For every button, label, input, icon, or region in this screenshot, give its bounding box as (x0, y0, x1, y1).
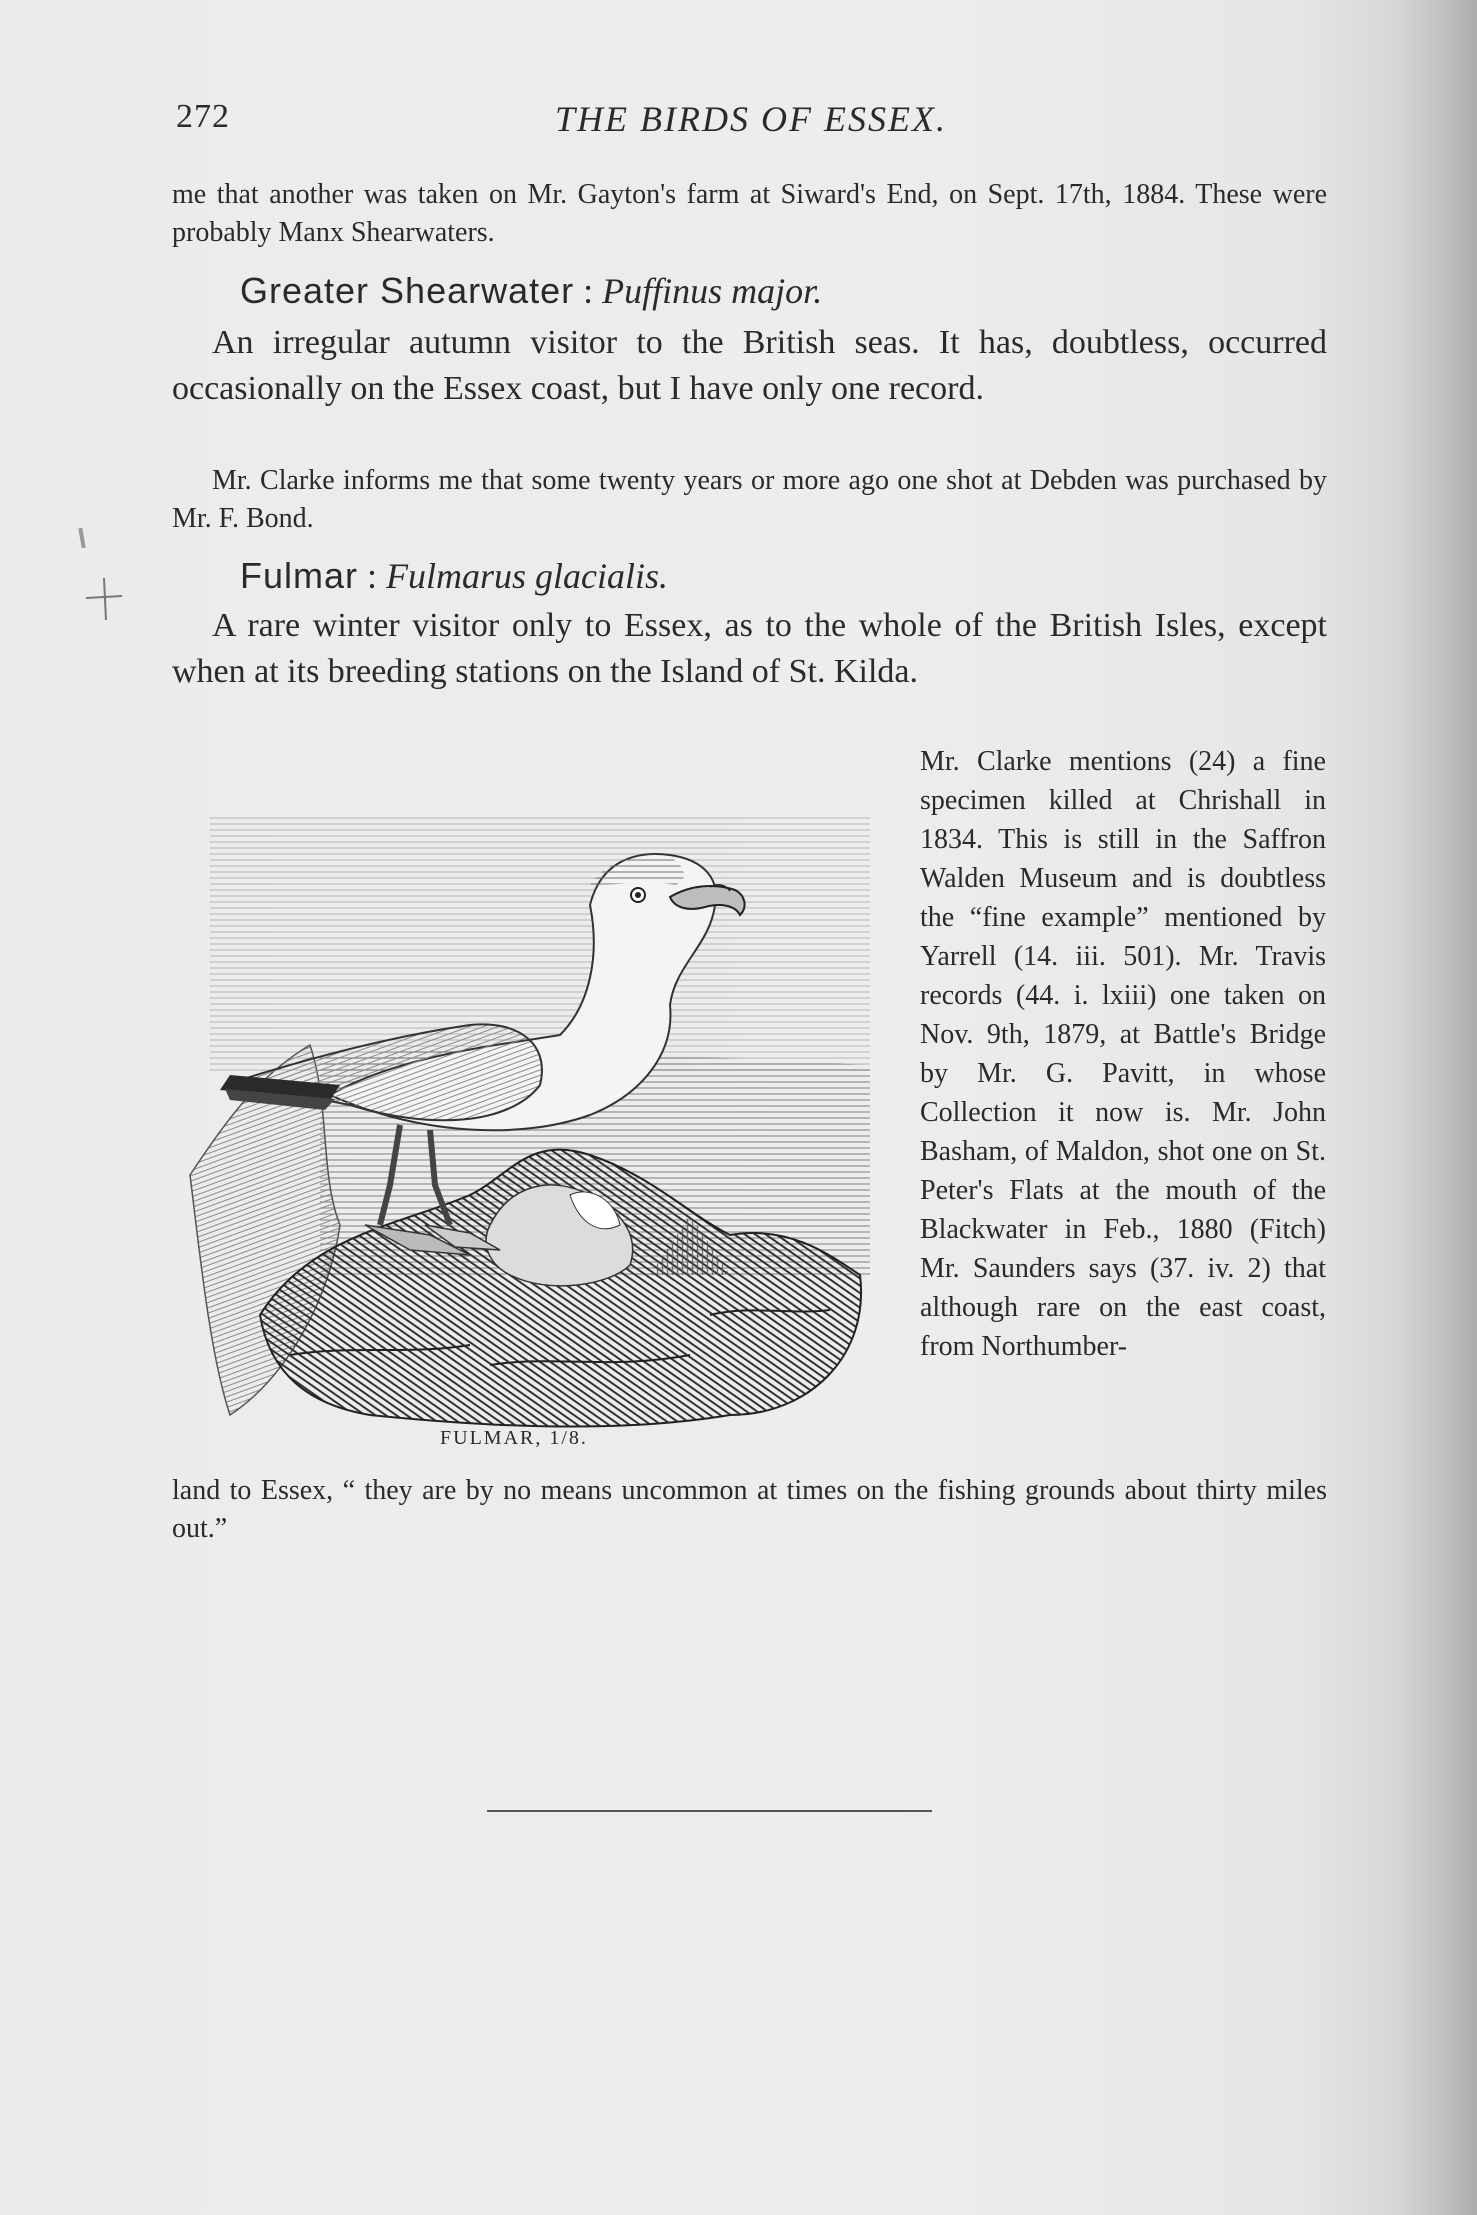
fulmar-latin-name: Fulmarus glacialis. (386, 556, 669, 596)
fulmar-paragraph-1: A rare winter visitor only to Essex, as to the whole of the British Isles, except when at its breeding stations on the Island of St. Kilda. (172, 607, 1327, 690)
fulmar-common-name: Fulmar (240, 555, 359, 596)
page-gutter-shadow (1397, 0, 1477, 2215)
fulmar-engraving (170, 755, 905, 1435)
margin-tick-mark (78, 528, 85, 548)
section-end-rule (487, 1810, 932, 1812)
fulmar-continuation-paragraph: land to Essex, “ they are by no means uncommon at times on the fishing grounds about thirty miles out.” (172, 1475, 1327, 1544)
greater-shearwater-latin-name: Puffinus major. (602, 271, 823, 311)
fulmar-side-column: Mr. Clarke mentions (24) a fine specimen killed at Chrishall in 1834. This is still in the Saffron Walden Museum and is doubtless the “fine example” mentioned by Yarrell (14. iii. 501). Mr. Travis records (44. i. lxiii) one taken on Nov. 9th, 1879, at Battle's Bridge by Mr. G. Pavitt, in whose Collection it now is. Mr. John Basham, of Maldon, shot one on St. Peter's Flats at the mouth of the Blackwater in Feb., 1880 (Fitch) Mr. Saunders says (37. iv. 2) that although rare on the east coast, from Northumber- (920, 746, 1326, 1362)
running-title: THE BIRDS OF ESSEX. (555, 99, 947, 139)
greater-shearwater-paragraph-2: Mr. Clarke informs me that some twenty years or more ago one shot at Debden was purchased by Mr. F. Bond. (172, 465, 1327, 534)
fulmar-heading (240, 555, 668, 597)
plus-mark-icon (84, 576, 124, 622)
greater-shearwater-paragraph-1: An irregular autumn visitor to the British seas. It has, doubtless, occurred occasionally on the Essex coast, but I have only one record. (172, 324, 1327, 407)
heading-separator: : (574, 271, 603, 311)
intro-paragraph: me that another was taken on Mr. Gayton's farm at Siward's End, on Sept. 17th, 1884. These were probably Manx Shearwaters. (172, 179, 1327, 248)
page-header (176, 98, 1326, 148)
heading-separator: : (358, 556, 387, 596)
greater-shearwater-common-name: Greater Shearwater (240, 270, 575, 311)
figure-caption: FULMAR, 1/8. (440, 1427, 588, 1449)
greater-shearwater-heading (240, 270, 822, 312)
page-number: 272 (176, 98, 230, 135)
